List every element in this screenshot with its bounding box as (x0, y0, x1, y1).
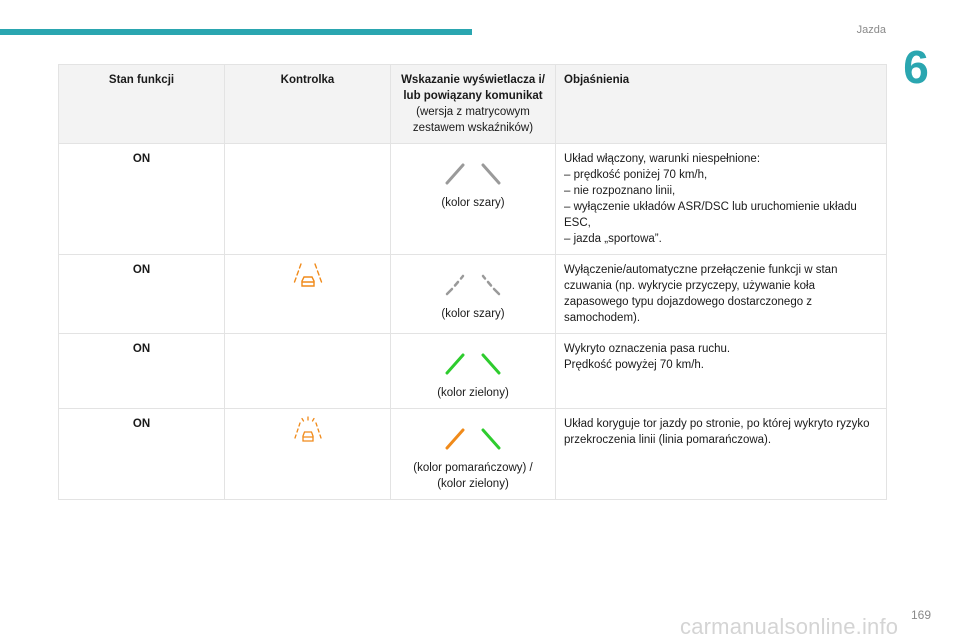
table-row (59, 409, 887, 500)
section-title: Jazda (856, 24, 886, 36)
display-cell (391, 334, 556, 409)
green-lane-lines-icon (443, 353, 503, 375)
function-state-table (58, 64, 887, 500)
table-row (59, 255, 887, 334)
explanation-line: Układ włączony, warunki niespełnione: (564, 153, 761, 165)
explanation-line: Wyłączenie/automatyczne przełączenie funkcji w stan czuwania (np. wykrycie przyczepy, używanie koła zapasowego typu dojazdowego dostarczonego z samochodem). (564, 264, 838, 324)
watermark: carmanualsonline.info (680, 614, 899, 639)
display-cell (391, 255, 556, 334)
display-cell (391, 409, 556, 500)
explanation-line: – wyłączenie układów ASR/DSC lub uruchomienie układu ESC, (564, 201, 857, 229)
explanation-cell (556, 144, 887, 255)
state-cell: ON (59, 144, 225, 255)
table-header-row (59, 65, 887, 144)
display-caption: (kolor szary) (441, 197, 505, 209)
header-state: Stan funkcji (59, 65, 225, 144)
indicator-cell (225, 255, 391, 334)
top-accent-bar (0, 29, 472, 35)
header-display (391, 65, 556, 144)
indicator-cell (225, 144, 391, 255)
header-explanation: Objaśnienia (556, 65, 887, 144)
header-indicator: Kontrolka (225, 65, 391, 144)
table-row (59, 334, 887, 409)
display-caption: (kolor szary) (441, 308, 505, 320)
explanation-line: Układ koryguje tor jazdy po stronie, po której wykryto ryzyko przekroczenia linii (linia pomarańczowa). (564, 418, 870, 446)
explanation-line: – nie rozpoznano linii, (564, 185, 676, 197)
explanation-line: – jazda „sportowa”. (564, 233, 662, 245)
display-cell (391, 144, 556, 255)
explanation-line: – prędkość poniżej 70 km/h, (564, 169, 708, 181)
explanation-line: Prędkość powyżej 70 km/h. (564, 359, 704, 371)
indicator-cell (225, 334, 391, 409)
table-row (59, 144, 887, 255)
page-number: 169 (910, 608, 931, 622)
explanation-line: Wykryto oznaczenia pasa ruchu. (564, 343, 731, 355)
explanation-cell (556, 255, 887, 334)
explanation-cell (556, 334, 887, 409)
display-caption: (kolor pomarańczowy) / (kolor zielony) (413, 462, 533, 490)
display-caption: (kolor zielony) (437, 387, 509, 399)
orange-car-lane-warning-icon (293, 262, 323, 290)
orange-green-lane-lines-icon (443, 428, 503, 450)
explanation-cell (556, 409, 887, 500)
chapter-number: 6 (903, 41, 929, 93)
orange-car-lane-correction-icon (293, 416, 323, 444)
state-cell: ON (59, 409, 225, 500)
gray-dashed-lane-lines-icon (443, 274, 503, 296)
header-display-main: Wskazanie wyświetlacza i/ lub powiązany komunikat (401, 74, 545, 102)
state-cell: ON (59, 255, 225, 334)
indicator-cell (225, 409, 391, 500)
header-display-sub: (wersja z matrycowym zestawem wskaźników) (412, 106, 534, 134)
gray-lane-lines-icon (443, 163, 503, 185)
state-cell: ON (59, 334, 225, 409)
